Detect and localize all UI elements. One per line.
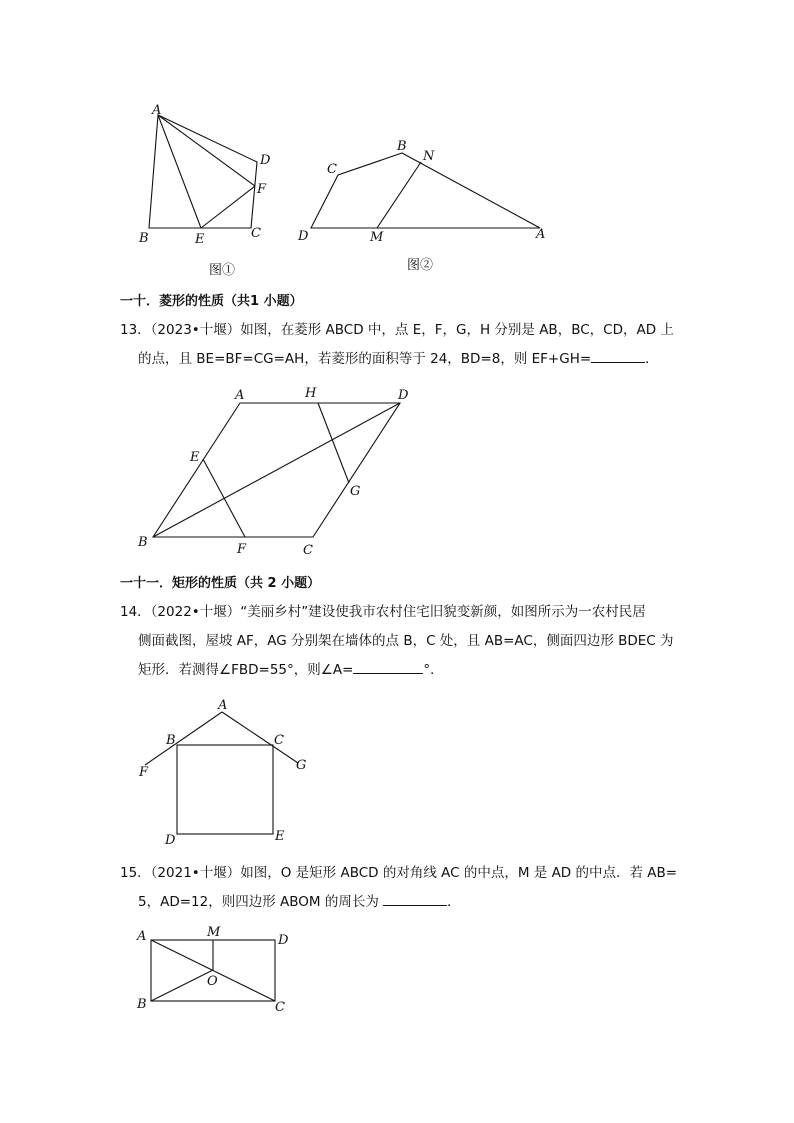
fig2-label-D: D [298, 229, 309, 244]
q14-line3-text: 矩形．若测得∠FBD=55°，则∠A= [138, 662, 354, 678]
q14-label-A: A [218, 698, 228, 713]
fig1-line-EF [201, 186, 255, 228]
q14-label-F: F [139, 765, 149, 780]
q13-label-A: A [235, 388, 245, 403]
q13-line-EF [203, 459, 245, 537]
q13-figure [135, 382, 425, 562]
fig2-line-MN [377, 162, 421, 228]
fig1-label-E: E [195, 232, 205, 247]
figure-2 [290, 135, 560, 245]
q13-label-C: C [303, 543, 313, 558]
q15-label-D: D [278, 933, 289, 948]
q14-label-E: E [275, 829, 285, 844]
q15-figure [135, 924, 305, 1019]
q15-label-M: M [207, 925, 221, 940]
q15-label-B: B [137, 997, 147, 1012]
q14-label-C: C [274, 733, 284, 748]
q13-answer-blank[interactable] [591, 349, 645, 363]
q13-line2 [120, 345, 680, 374]
q15-answer-blank[interactable] [383, 892, 447, 906]
q14-roof-AG [222, 712, 298, 763]
q13-line1: 13．（2023•十堰）如图，在菱形 ABCD 中，点 E，F，G，H 分别是 AB，BC，CD，AD 上 [120, 322, 674, 338]
q15-label-C: C [275, 1000, 285, 1015]
q14-answer-blank[interactable] [353, 660, 423, 674]
fig2-label-N: N [423, 149, 435, 164]
question-15 [120, 859, 680, 917]
q13-label-H: H [305, 386, 317, 401]
q14-line2: 侧面截图，屋坡 AF，AG 分别架在墙体的点 B，C 处，且 AB=AC，侧面四边形 BDEC 为 [138, 633, 674, 649]
q14-label-G: G [296, 758, 307, 773]
fig2-label-C: C [327, 162, 337, 177]
q14-figure [130, 695, 320, 855]
fig2-label-A: A [536, 227, 546, 242]
figure-1-lines [149, 115, 257, 228]
q14-line3 [120, 656, 680, 685]
q13-label-G: G [350, 484, 361, 499]
q14-line3-end: °． [423, 662, 444, 678]
q15-line2-end: ． [447, 894, 461, 910]
section-10-title: 一十．菱形的性质（共1 小题） [120, 294, 303, 309]
q14-label-D: D [165, 833, 176, 848]
fig1-line-AF [158, 115, 255, 186]
q13-line2-text: 的点，且 BE=BF=CG=AH，若菱形的面积等于 24，BD=8，则 EF+GH= [138, 351, 592, 367]
q15-label-O: O [207, 974, 218, 989]
q13-label-E: E [190, 450, 200, 465]
q15-line1: 15．（2021•十堰）如图，O 是矩形 ABCD 的对角线 AC 的中点，M 是 AD 的中点．若 AB= [120, 865, 678, 881]
q13-label-F: F [237, 542, 247, 557]
q14-line1: 14．（2022•十堰）“美丽乡村”建设使我市农村住宅旧貌变新颜，如图所示为一农村民居 [120, 604, 646, 620]
q14-roof-AF [145, 712, 222, 765]
figure-1 [130, 100, 290, 250]
q13-label-B: B [138, 535, 148, 550]
fig2-label-B: B [397, 139, 407, 154]
fig1-label-B: B [139, 231, 149, 246]
fig1-label-A: A [152, 103, 162, 118]
fig1-quadrilateral [149, 115, 257, 228]
q13-label-D: D [398, 388, 409, 403]
q14-label-B: B [166, 733, 176, 748]
q15-line2-text: 5，AD=12，则四边形 ABOM 的周长为 [138, 894, 379, 910]
fig1-label-D: D [260, 153, 271, 168]
fig1-label-C: C [251, 226, 261, 241]
fig1-label-F: F [257, 182, 267, 197]
fig2-label-M: M [370, 230, 384, 245]
section-11-title: 一十一．矩形的性质（共 2 小题） [120, 576, 321, 591]
question-13 [120, 316, 680, 374]
fig2-caption: 图② [407, 258, 434, 273]
q13-diagonal-BD [153, 403, 400, 537]
q15-line2 [120, 888, 680, 917]
q14-rectangle-BDEC [177, 745, 273, 834]
q13-line2-end: ． [645, 351, 659, 367]
q15-label-A: A [137, 929, 147, 944]
question-14 [120, 598, 680, 685]
q15-line-BO [151, 970, 213, 1001]
fig2-quadrilateral [311, 153, 540, 228]
q13-line-HG [318, 403, 349, 483]
fig1-caption: 图① [209, 263, 236, 278]
